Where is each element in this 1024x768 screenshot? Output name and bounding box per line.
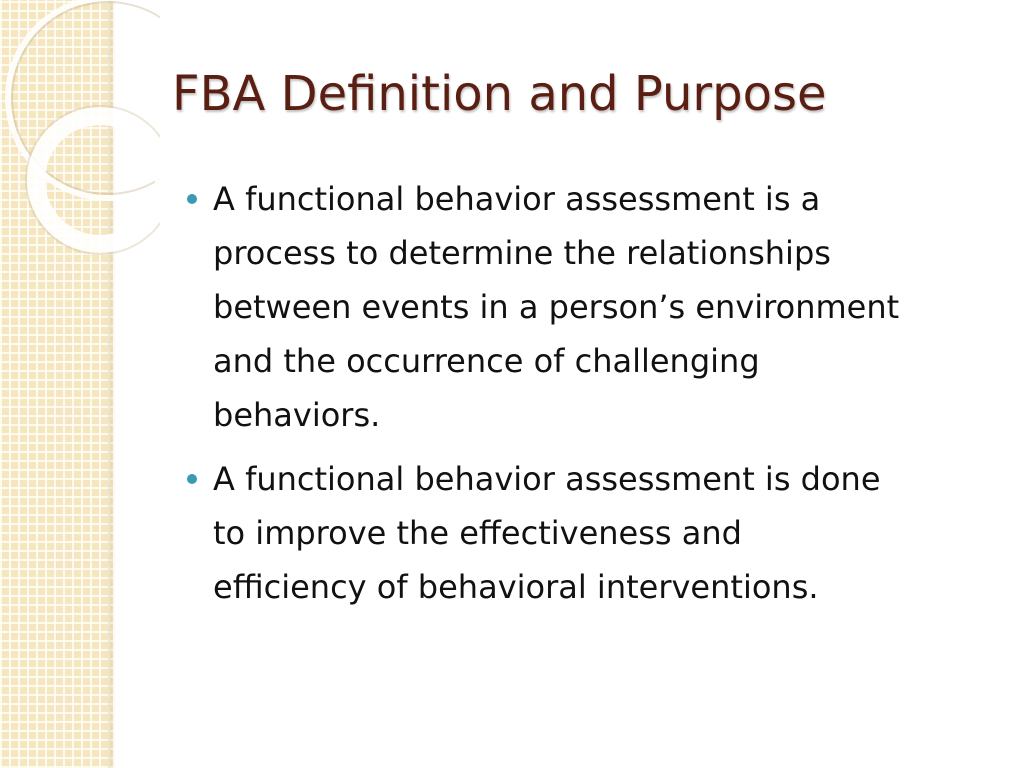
- bullet-line: between events in a person’s environment: [213, 288, 900, 326]
- bullet-dot-icon: [187, 474, 197, 484]
- slide-title: FBA Definition and Purpose: [172, 66, 827, 122]
- bullet-line: process to determine the relationships: [213, 234, 831, 272]
- bullet-line: A functional behavior assessment is done: [213, 460, 881, 498]
- bullet-line: A functional behavior assessment is a: [213, 180, 821, 218]
- ring-decoration-icon: [0, 0, 160, 260]
- bullet-dot-icon: [187, 194, 197, 204]
- bullet-line: behaviors.: [213, 396, 381, 434]
- bullet-line: and the occurrence of challenging: [213, 342, 760, 380]
- bullet-item: [183, 452, 1003, 614]
- bullet-line: to improve the effectiveness and: [213, 514, 742, 552]
- bullet-line: efficiency of behavioral interventions.: [213, 568, 819, 606]
- bullet-item: [183, 172, 1003, 442]
- bullet-list: [183, 172, 1003, 624]
